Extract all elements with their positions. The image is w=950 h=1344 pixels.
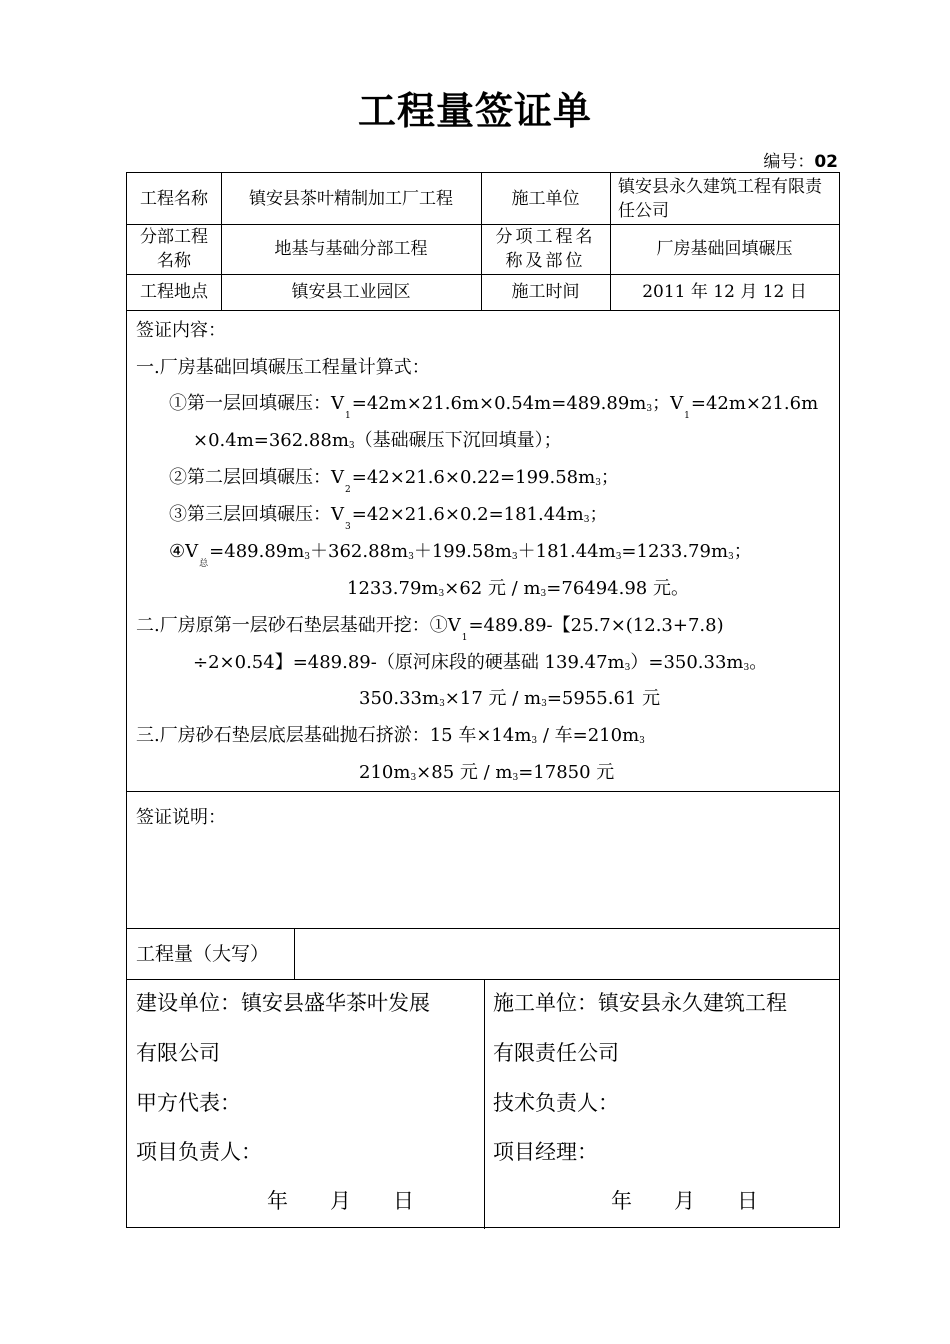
date-value: 2011 年 12 月 12 日 (642, 282, 807, 302)
page-title: 工程量签证单 (357, 89, 592, 133)
form-table (126, 172, 840, 1228)
section-1-title: 一.厂房基础回填碾压工程量计算式： (136, 357, 430, 378)
calc-line: 1233.79m3×62 元 / m3=76494.98 元。 (347, 578, 689, 599)
document-number (763, 147, 838, 172)
divider (484, 979, 485, 1229)
owner-unit: 建设单位：镇安县盛华茶叶发展 (136, 991, 430, 1015)
content-label: 签证内容： (136, 320, 226, 341)
project-name-label: 工程名称 (140, 188, 208, 209)
section-2-line: 二.厂房原第一层砂石垫层基础开挖：$①V_1=489.89-$【25.7×(12.3+7.8) (136, 615, 724, 643)
section-3-line: 210m3×85 元 / m3=17850 元 (359, 762, 615, 783)
date-label: 施工时间 (511, 282, 580, 302)
note-label: 签证说明： (136, 807, 226, 828)
contractor-unit-cont: 有限责任公司 (493, 1041, 619, 1065)
calc-line: ②第二层回填碾压：$V_2=42\times 21.6\times 0.22=199.58m3$； (169, 467, 619, 495)
item-label: 分项工程名称及部位 (495, 227, 596, 271)
contractor-unit: 施工单位：镇安县永久建筑工程 (493, 991, 787, 1015)
tech-lead-label: 技术负责人： (493, 1091, 619, 1115)
location-label: 工程地点 (140, 282, 208, 302)
owner-unit-cont: 有限公司 (136, 1041, 220, 1065)
section-2-line: ÷2×0.54】=489.89-（原河床段的硬基础 139.47m3）=350.33m3。 (193, 652, 768, 673)
contractor-label: 施工单位 (511, 188, 580, 209)
sub-project-value: 地基与基础分部工程 (274, 239, 428, 259)
doc-no-value: 02 (814, 152, 838, 172)
contractor-value: 镇安县永久建筑工程有限责任公司 (618, 176, 822, 221)
sub-project-label: 分部工程名称 (140, 227, 208, 271)
location-value: 镇安县工业园区 (291, 282, 411, 302)
divider (127, 979, 839, 980)
doc-no-label: 编号： (763, 152, 815, 172)
section-2-line: 350.33m3×17 元 / m3=5955.61 元 (359, 688, 661, 709)
calc-line: ①第一层回填碾压：$V_1=42m\times 21.6m\times 0.54m=489.89m3$；$V_1=42m\times 21.6m$ (169, 393, 819, 421)
calc-line: $④V_总=489.89m3+362.88m3+199.58m3+181.44m3=1233.79m3$； (169, 541, 752, 569)
quantity-field[interactable] (295, 929, 839, 979)
divider (127, 791, 839, 792)
project-name-value: 镇安县茶叶精制加工厂工程 (249, 188, 453, 209)
calc-line: ③第三层回填碾压：$V_3=42\times 21.6\times 0.2=181.44m3$； (169, 504, 608, 532)
contractor-date: 年 月 日 (611, 1189, 758, 1213)
owner-date: 年 月 日 (267, 1189, 414, 1213)
project-manager-label: 项目经理： (493, 1140, 598, 1164)
owner-pm-label: 项目负责人： (136, 1140, 262, 1164)
divider (127, 310, 839, 311)
item-value: 厂房基础回填碾压 (656, 239, 793, 259)
owner-rep-label: 甲方代表： (136, 1091, 241, 1115)
quantity-label: 工程量（大写） (136, 943, 270, 965)
section-3-line: 三.厂房砂石垫层底层基础抛石挤淤：15 车×14m3 / 车=210m3 (136, 725, 645, 746)
calc-line: ×0.4m=362.88m3（基础碾压下沉回填量）； (193, 430, 562, 451)
